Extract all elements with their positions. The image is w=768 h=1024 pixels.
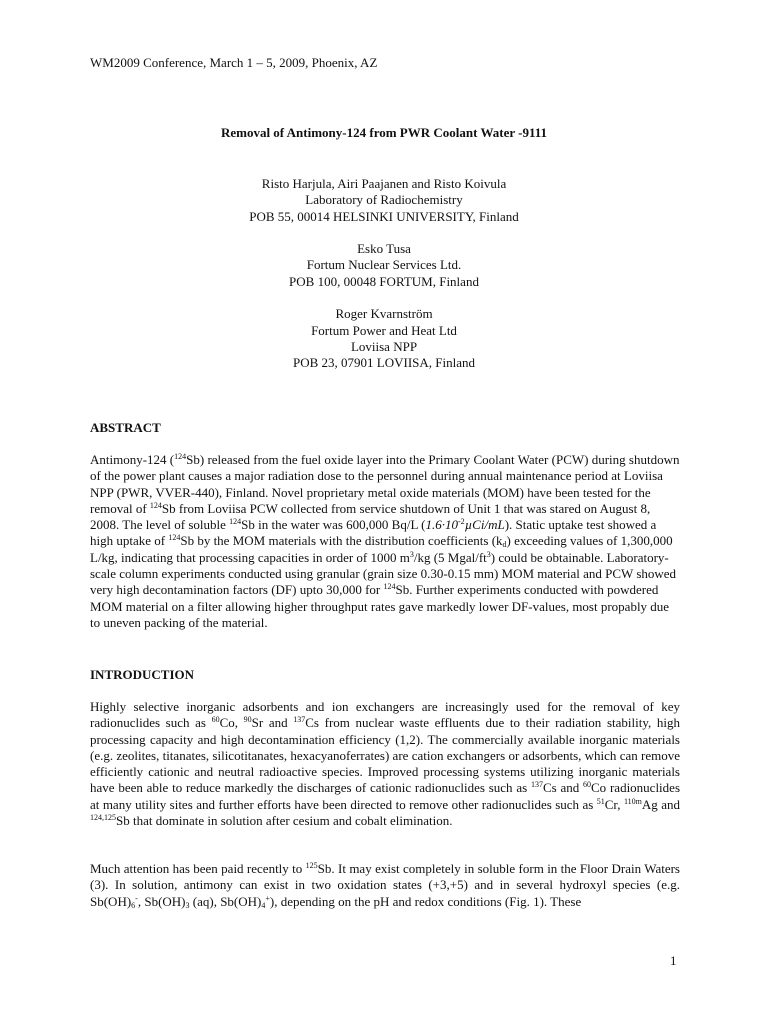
- abstract-paragraph: Antimony-124 ($^{124}$Sb) released from the fuel oxide layer into the Primary Coolant Water (PCW) during shutdown of the power plant causes a major radiation dose to the personnel during annual maintenance period at Loviisa NPP (PWR, VVER-440), Finland. Novel proprietary metal oxide materials (MOM) have been tested for the removal of $^{124}$Sb from Loviisa PCW collected from service shutdown of Unit 1 that was stared on August 8, 2008. The level of soluble $^{124}$Sb in the water was 600,000 Bq/L $(1.6\cdot 10^{-2}\mu Ci/mL)$. Static uptake test showed a high uptake of $^{124}$Sb by the MOM materials with the distribution coefficients $(k_d)$ exceeding values of 1,300,000 L/kg, indicating that processing capacities in order of 1000 $m^3/kg$ (5 Mgal/$ft^3$) could be obtainable. Laboratory-scale column experiments conducted using granular (grain size 0.30-0.15 mm) MOM material and PCW showed very high decontamination factors (DF) upto 30,000 for $^{124}$Sb. Further experiments conducted with powdered MOM material on a filter allowing higher throughput rates gave markedly lower DF-values, most propably due to uneven packing of the material.: [90, 452, 680, 630]
- paper-title: Removal of Antimony-124 from PWR Coolant Water -9111: [220, 125, 548, 140]
- author-line: Loviisa NPP: [350, 338, 418, 354]
- author-line: POB 23, 07901 LOVIISA, Finland: [292, 355, 475, 371]
- author-line: Fortum Nuclear Services Ltd.: [306, 257, 462, 273]
- author-line: Fortum Power and Heat Ltd: [311, 322, 457, 338]
- author-line: Laboratory of Radiochemistry: [305, 192, 463, 208]
- author-block-1: [0, 176, 768, 225]
- author-block-3: [0, 306, 768, 371]
- author-line: Roger Kvarnström: [335, 306, 433, 322]
- abstract-heading: ABSTRACT: [90, 420, 161, 435]
- introduction-paragraph-2: Much attention has been paid recently to $^{125}$Sb. It may exist completely in soluble form in the Floor Drain Waters (3). In solution, antimony can exist in two oxidation states (+3,+5) and in several hydroxyl species (e.g. $Sb(OH)_6^-$, $Sb(OH)_3$ (aq), $Sb(OH)_4^+$), depending on the pH and redox conditions (Fig. 1). These: [90, 861, 680, 910]
- author-line: POB 100, 00048 FORTUM, Finland: [289, 273, 479, 289]
- author-block-2: [0, 241, 768, 290]
- author-line: Esko Tusa: [357, 241, 411, 257]
- introduction-heading: INTRODUCTION: [90, 667, 195, 682]
- page-number: 1: [670, 953, 677, 968]
- introduction-paragraph-1: Highly selective inorganic adsorbents and ion exchangers are increasingly used for the removal of key radionuclides such as $^{60}$Co, $^{90}$Sr and $^{137}$Cs from nuclear waste effluents due to their radiation stability, high processing capacity and high decontamination efficiency (1,2). The commercially available inorganic materials (e.g. zeolites, titanates, silicotitanates, hexacyanoferrates) are cation exchangers or adsorbents, which can remove efficiently cationic and neutral radioactive species. Improved processing systems utilizing inorganic materials have been able to reduce markedly the discharges of cationic radionuclides such as $^{137}$Cs and $^{60}$Co radionuclides at many utility sites and further efforts have been directed to remove other radionuclides such as $^{51}$Cr, $^{110m}$Ag and $^{124,125}$Sb that dominate in solution after cesium and cobalt elimination.: [90, 699, 681, 829]
- author-affiliations: [0, 176, 768, 388]
- author-line: Risto Harjula, Airi Paajanen and Risto Koivula: [261, 176, 507, 191]
- conference-header: WM2009 Conference, March 1 – 5, 2009, Phoenix, AZ: [90, 55, 378, 70]
- author-line: POB 55, 00014 HELSINKI UNIVERSITY, Finland: [249, 208, 519, 224]
